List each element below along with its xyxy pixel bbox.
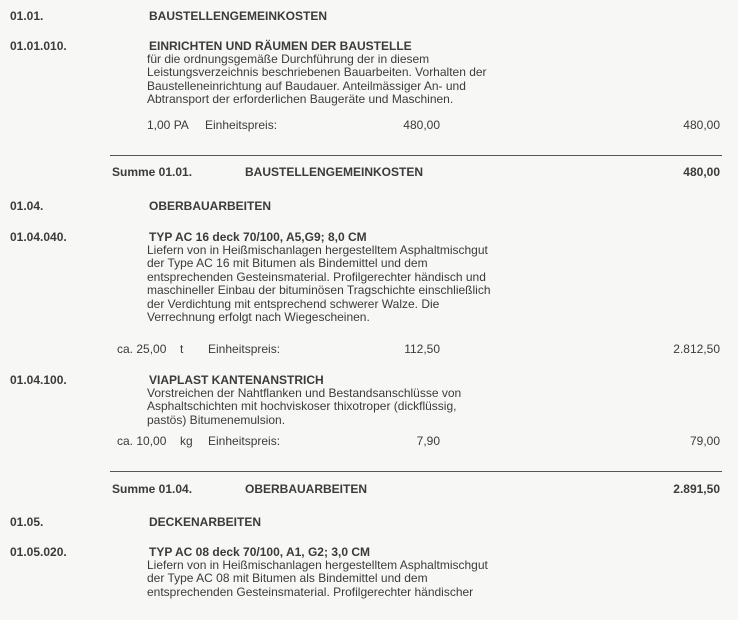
- desc-line: der Type AC 16 mit Bitumen als Bindemittel und dem: [147, 256, 428, 271]
- section-sum-total: 2.891,50: [673, 482, 720, 496]
- unit-price: 112,50: [404, 342, 440, 356]
- item-title: TYP AC 16 deck 70/100, A5,G9; 8,0 CM: [149, 230, 367, 244]
- section-number: 01.04.: [10, 199, 44, 213]
- desc-line: Baustelleneinrichtung auf Baudauer. Anteilmässiger An- und: [147, 78, 466, 93]
- item-total: 480,00: [683, 118, 720, 132]
- item-number: 01.01.010.: [10, 39, 67, 53]
- item-unit: t: [180, 342, 184, 356]
- item-quantity: ca. 25,00: [117, 342, 167, 356]
- desc-line: Leistungsverzeichnis beschriebenen Bauarbeiten. Vorhalten der: [147, 65, 487, 80]
- sum-rule: [110, 155, 722, 156]
- item-description: [147, 244, 548, 324]
- section-title: DECKENARBEITEN: [149, 515, 262, 529]
- item-quantity: ca. 10,00: [117, 434, 167, 448]
- desc-line: Abtransport der erforderlichen Baugeräte und Maschinen.: [147, 92, 454, 107]
- item-number: 01.05.020.: [10, 545, 67, 559]
- section-sum-total: 480,00: [683, 165, 720, 179]
- unit-price: 7,90: [416, 434, 440, 448]
- desc-line: Verrechnung erfolgt nach Wiegescheinen.: [147, 310, 370, 325]
- item-quantity: 1,00 PA: [147, 118, 189, 132]
- section-sum-title: BAUSTELLENGEMEINKOSTEN: [245, 165, 424, 179]
- desc-line: entsprechenden Gesteinsmaterial. Profilgerechter händischer: [147, 584, 474, 599]
- desc-line: der Type AC 08 mit Bitumen als Bindemittel und dem: [147, 571, 428, 586]
- desc-line: maschineller Einbau der bituminösen Tragschichte einschließlich: [147, 283, 491, 298]
- desc-line: für die ordnungsgemäße Durchführung der in diesem: [147, 52, 430, 66]
- desc-line: Liefern von in Heißmischanlagen hergestelltem Asphaltmischgut: [147, 243, 488, 257]
- item-total: 2.812,50: [673, 342, 720, 356]
- item-unit: kg: [180, 434, 193, 448]
- section-title: OBERBAUARBEITEN: [149, 199, 272, 213]
- desc-line: Vorstreichen der Nahtflanken und Bestandsanschlüsse von: [147, 386, 462, 400]
- section-number: 01.01.: [10, 9, 44, 23]
- item-description: [147, 559, 548, 599]
- item-number: 01.04.100.: [10, 373, 67, 387]
- item-description: [147, 387, 548, 427]
- section-sum-label: Summe 01.04.: [112, 482, 193, 496]
- item-number: 01.04.040.: [10, 230, 67, 244]
- item-title: TYP AC 08 deck 70/100, A1, G2; 3,0 CM: [149, 545, 370, 559]
- item-total: 79,00: [689, 434, 720, 448]
- section-sum-label: Summe 01.01.: [112, 165, 193, 179]
- desc-line: Asphaltschichten mit hochviskoser thixotroper (dickflüssig,: [147, 399, 457, 414]
- unit-price: 480,00: [403, 118, 440, 132]
- desc-line: Liefern von in Heißmischanlagen hergestelltem Asphaltmischgut: [147, 558, 488, 572]
- section-sum-title: OBERBAUARBEITEN: [245, 482, 368, 496]
- unit-price-label: Einheitspreis:: [208, 434, 281, 448]
- sum-rule: [110, 471, 722, 472]
- section-title: BAUSTELLENGEMEINKOSTEN: [149, 9, 328, 23]
- unit-price-label: Einheitspreis:: [205, 118, 278, 132]
- unit-price-label: Einheitspreis:: [208, 342, 281, 356]
- item-description: [147, 53, 548, 107]
- desc-line: der Verdichtung mit entsprechend schwerer Walze. Die: [147, 296, 440, 311]
- item-title: EINRICHTEN UND RÄUMEN DER BAUSTELLE: [149, 39, 412, 53]
- desc-line: pastös) Bitumenemulsion.: [147, 412, 286, 427]
- desc-line: entsprechenden Gesteinsmaterial. Profilgerechter händisch und: [147, 269, 486, 284]
- section-number: 01.05.: [10, 515, 44, 529]
- item-title: VIAPLAST KANTENANSTRICH: [149, 373, 324, 387]
